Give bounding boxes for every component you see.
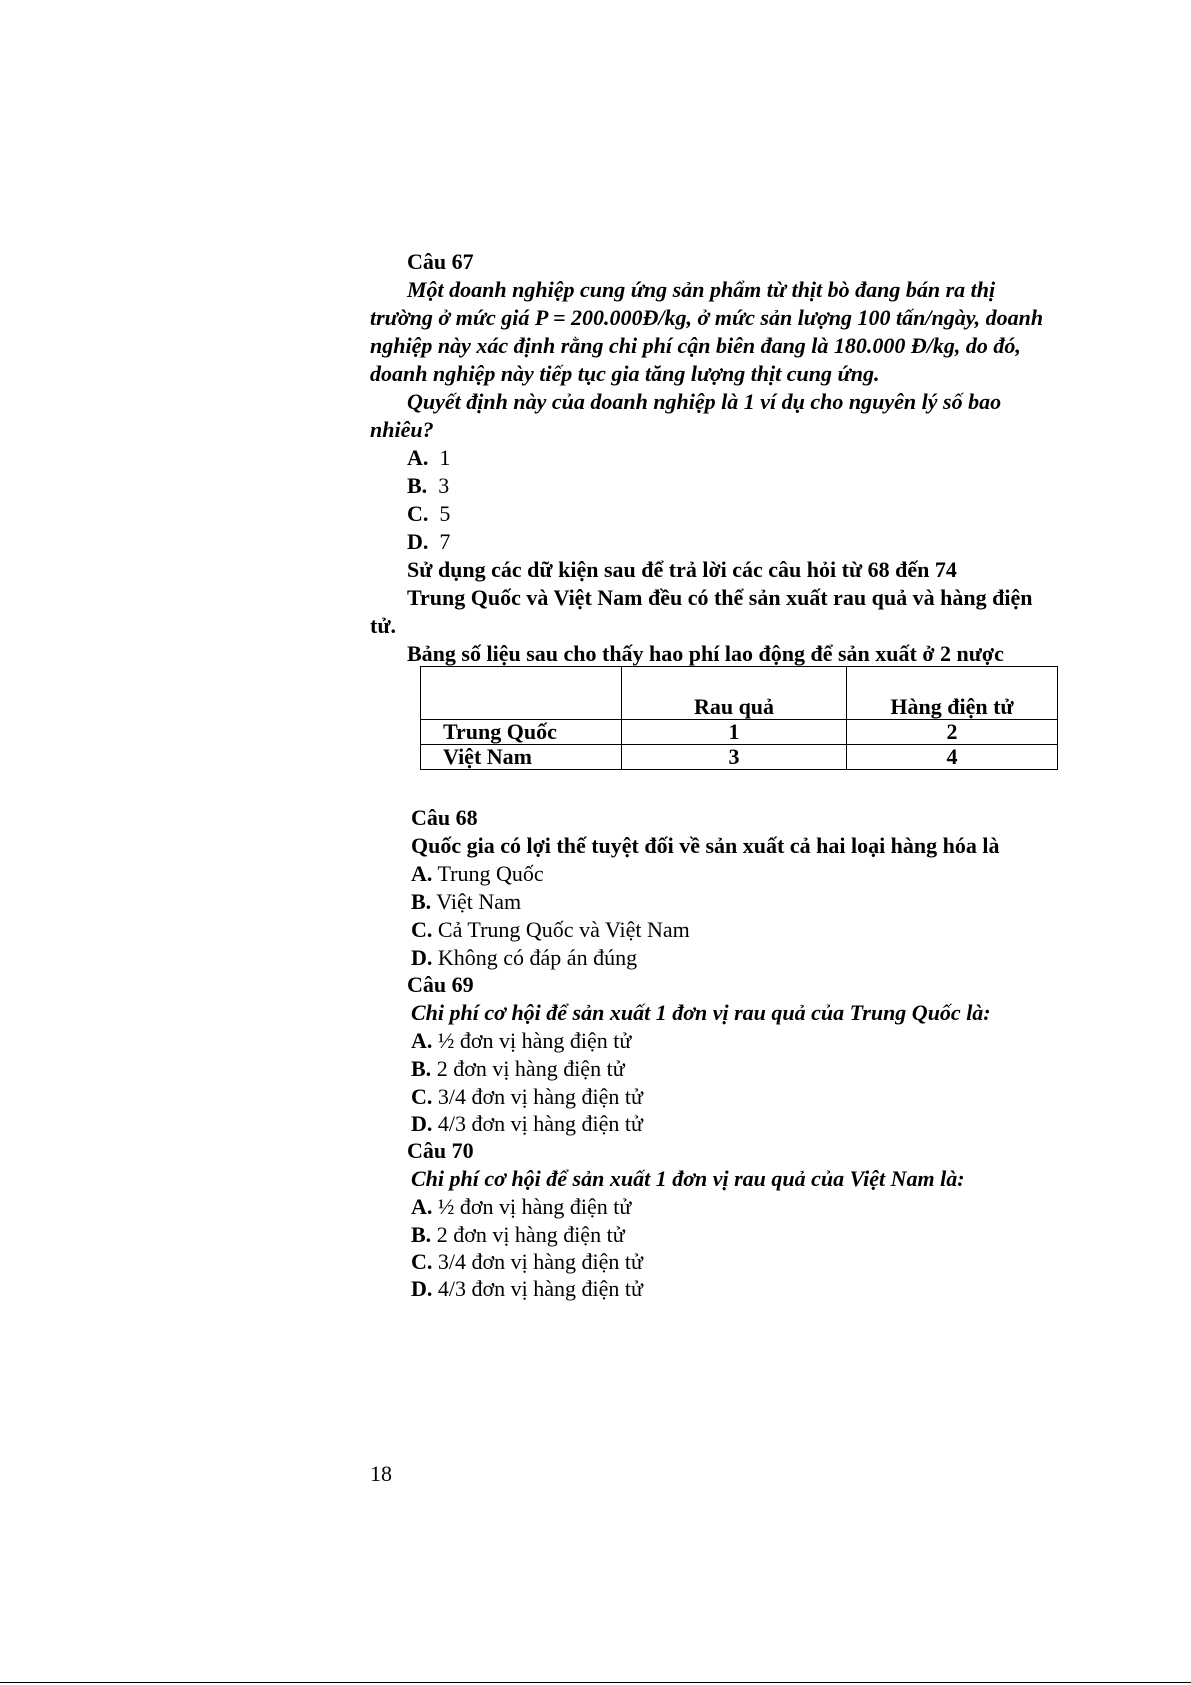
q68-option-d [411, 944, 637, 972]
q67-stem-line-6: nhiêu? [370, 417, 434, 442]
q69-stem: Chi phí cơ hội để sản xuất 1 đơn vị rau quả của Trung Quốc là: [411, 1000, 991, 1025]
option-letter: B. [411, 1222, 432, 1247]
option-text: ½ đơn vị hàng điện tử [437, 1194, 632, 1219]
q67-stem-line-3: nghiệp này xác định rằng chi phí cận biên đang là 180.000 Đ/kg, do đó, [370, 333, 1021, 358]
table-row [421, 720, 1058, 745]
option-letter: B. [411, 889, 432, 914]
option-text: 3 [438, 473, 450, 498]
q67-stem-line-1: Một doanh nghiệp cung ứng sản phẩm từ thịt bò đang bán ra thị [407, 277, 996, 302]
q69-option-a [411, 1027, 631, 1055]
q67-title: Câu 67 [407, 249, 474, 274]
page-bottom-rule [0, 1682, 1191, 1683]
q69-option-c [411, 1083, 643, 1111]
option-text: 2 đơn vị hàng điện tử [436, 1222, 625, 1247]
table-cell: 1 [622, 720, 847, 745]
intro-line-3: tử. [370, 613, 397, 638]
option-text: 7 [439, 529, 451, 554]
option-letter: C. [411, 1249, 433, 1274]
option-letter: C. [411, 917, 433, 942]
q70-title: Câu 70 [407, 1138, 474, 1163]
option-letter: C. [411, 1084, 433, 1109]
q67-option-b [407, 472, 449, 500]
option-text: Việt Nam [436, 889, 522, 914]
option-text: Trung Quốc [437, 861, 544, 886]
option-text: Không có đáp án đúng [437, 945, 638, 970]
option-text: ½ đơn vị hàng điện tử [437, 1028, 632, 1053]
intro-line-4: Bảng số liệu sau cho thấy hao phí lao động để sản xuất ở 2 nược [407, 641, 1004, 666]
table-cell: Trung Quốc [421, 720, 622, 745]
table-row [421, 745, 1058, 770]
option-letter: D. [411, 1276, 433, 1301]
table-header-cell: Rau quả [622, 667, 847, 720]
q69-option-b [411, 1055, 625, 1083]
option-text: 4/3 đơn vị hàng điện tử [437, 1111, 643, 1136]
table-cell: 4 [847, 745, 1058, 770]
labor-cost-table [420, 666, 1058, 770]
option-text: 1 [439, 445, 451, 470]
q68-stem: Quốc gia có lợi thế tuyệt đối về sản xuất cả hai loại hàng hóa là [411, 833, 1000, 858]
q70-option-d [411, 1275, 643, 1303]
table-header-cell [421, 667, 622, 720]
intro-line-2: Trung Quốc và Việt Nam đều có thể sản xuất rau quả và hàng điện [407, 585, 1033, 610]
q69-option-d [411, 1110, 643, 1138]
option-text: 5 [439, 501, 451, 526]
option-letter: A. [411, 1028, 433, 1053]
option-letter: D. [411, 945, 433, 970]
option-letter: A. [407, 445, 429, 470]
q67-option-c [407, 500, 450, 528]
option-letter: A. [411, 1194, 433, 1219]
q70-option-c [411, 1248, 643, 1276]
q67-stem-line-4: doanh nghiệp này tiếp tục gia tăng lượng thịt cung ứng. [370, 361, 880, 386]
option-text: 3/4 đơn vị hàng điện tử [437, 1249, 643, 1274]
q69-title: Câu 69 [407, 972, 474, 997]
table-cell: 2 [847, 720, 1058, 745]
table-header-row [421, 667, 1058, 720]
table-header-cell: Hàng điện tử [847, 667, 1058, 720]
table-cell: Việt Nam [421, 745, 622, 770]
q67-stem-line-2: trường ở mức giá P = 200.000Đ/kg, ở mức sản lượng 100 tấn/ngày, doanh [370, 305, 1044, 330]
q68-option-a [411, 860, 544, 888]
q68-title: Câu 68 [411, 805, 478, 830]
q70-stem: Chi phí cơ hội để sản xuất 1 đơn vị rau quả của Việt Nam là: [411, 1166, 965, 1191]
option-letter: D. [407, 529, 429, 554]
q67-stem-line-5: Quyết định này của doanh nghiệp là 1 ví dụ cho nguyên lý số bao [407, 389, 1002, 414]
option-text: 4/3 đơn vị hàng điện tử [437, 1276, 643, 1301]
q68-option-c [411, 916, 690, 944]
option-letter: D. [411, 1111, 433, 1136]
intro-line-1: Sử dụng các dữ kiện sau để trả lời các câu hỏi từ 68 đến 74 [407, 557, 957, 582]
option-letter: C. [407, 501, 429, 526]
page-number: 18 [370, 1461, 392, 1486]
option-letter: B. [411, 1056, 432, 1081]
q70-option-b [411, 1221, 625, 1249]
option-letter: A. [411, 861, 433, 886]
q67-option-a [407, 444, 450, 472]
q68-option-b [411, 888, 521, 916]
option-text: 3/4 đơn vị hàng điện tử [437, 1084, 643, 1109]
table-cell: 3 [622, 745, 847, 770]
option-text: Cả Trung Quốc và Việt Nam [437, 917, 690, 942]
option-text: 2 đơn vị hàng điện tử [436, 1056, 625, 1081]
q67-option-d [407, 528, 450, 556]
option-letter: B. [407, 473, 428, 498]
q70-option-a [411, 1193, 631, 1221]
